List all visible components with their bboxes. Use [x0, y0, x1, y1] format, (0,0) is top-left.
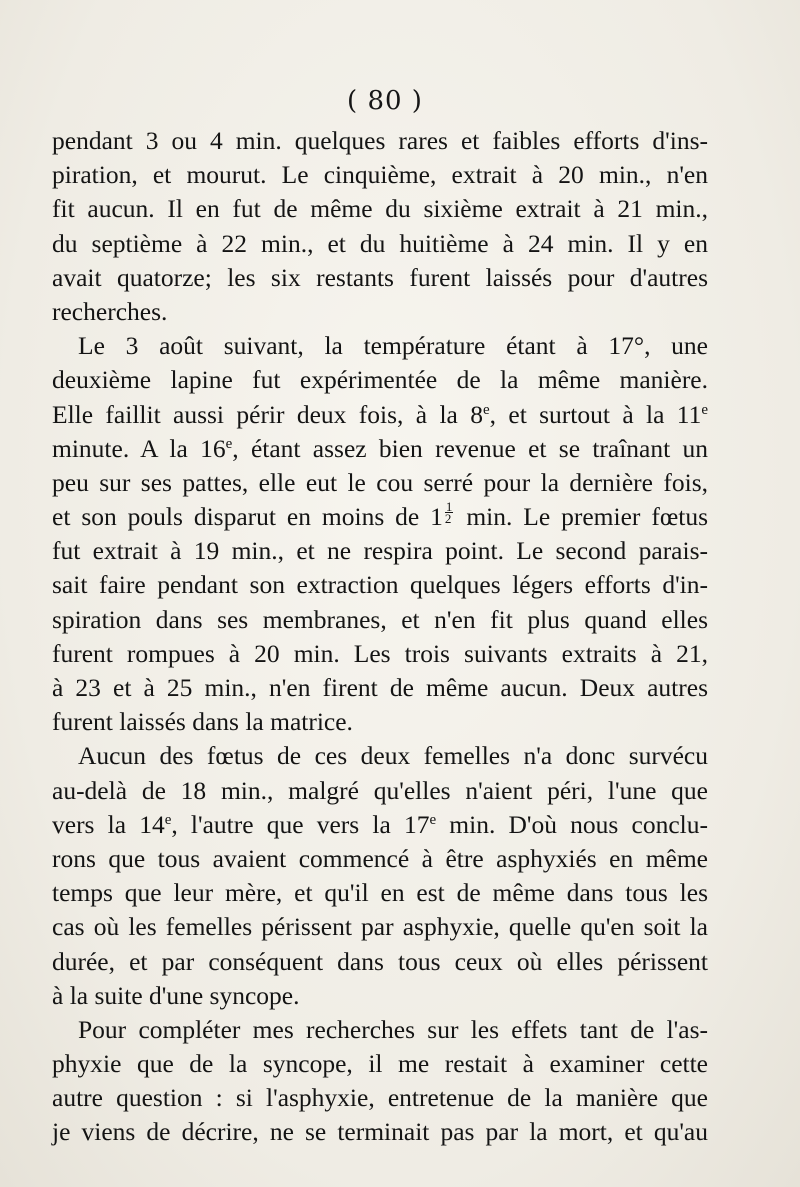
text-line: du septième à 22 min., et du huitième à 24 min. Il y en — [52, 228, 708, 258]
text-line — [52, 808, 708, 842]
page-number: ( 80 ) — [347, 86, 423, 116]
text-line: fit aucun. Il en fut de même du sixième extrait à 21 min., — [52, 194, 708, 224]
fraction-denominator: 2 — [444, 511, 452, 527]
text-line: phyxie que de la syncope, il me restait à examiner cette — [52, 1049, 708, 1079]
text-line: peu sur ses pattes, elle eut le cou serré pour la dernière fois, — [52, 467, 708, 497]
superscript: e — [482, 401, 490, 418]
text-segment: , et surtout à la 11 — [489, 399, 702, 429]
text-line: fut extrait à 19 min., et ne respira point. Le second parais- — [52, 536, 708, 566]
text-line: rons que tous avaient commencé à être asphyxiés en même — [52, 843, 708, 873]
text-line: pendant 3 ou 4 min. quelques rares et faibles efforts d'ins- — [52, 126, 708, 155]
text-line: Pour compléter mes recherches sur les effets tant de l'as- — [78, 1014, 708, 1044]
text-segment: min. Le premier fœtus — [455, 502, 708, 532]
text-segment: min. D'où nous conclu- — [436, 809, 708, 839]
body-text — [52, 124, 708, 1150]
text-line: cas où les femelles périssent par asphyxie, quelle qu'en soit la — [52, 912, 708, 942]
fraction — [444, 499, 454, 527]
superscript: e — [225, 435, 233, 452]
text-line — [52, 398, 708, 432]
text-line: temps que leur mère, et qu'il en est de même dans tous les — [52, 878, 708, 908]
text-line: à la suite d'une syncope. — [52, 980, 300, 1010]
text-line: au-delà de 18 min., malgré qu'elles n'aient péri, l'une que — [52, 775, 708, 805]
text-segment: , étant assez bien revenue et se traînant un — [232, 433, 708, 463]
fraction-numerator: 1 — [445, 499, 453, 515]
text-line — [52, 432, 708, 466]
superscript: e — [701, 401, 708, 418]
text-line: autre question : si l'asphyxie, entretenue de la manière que — [52, 1083, 708, 1113]
superscript: e — [164, 811, 172, 828]
text-line: piration, et mourut. Le cinquième, extrait à 20 min., n'en — [52, 160, 708, 190]
text-line: furent laissés dans la matrice. — [52, 707, 353, 737]
text-segment: vers la 14 — [52, 809, 165, 839]
text-line: durée, et par conséquent dans tous ceux où elles périssent — [52, 946, 708, 976]
text-line: Aucun des fœtus de ces deux femelles n'a donc survécu — [78, 741, 708, 771]
text-line — [52, 500, 708, 534]
text-line: je viens de décrire, ne se terminait pas par la mort, et qu'au — [52, 1117, 708, 1147]
text-line: sait faire pendant son extraction quelques légers efforts d'in- — [52, 570, 708, 600]
text-line: Le 3 août suivant, la température étant à 17°, une — [78, 331, 708, 361]
text-segment: , l'autre que vers la 17 — [171, 809, 430, 839]
text-segment: Elle faillit aussi périr deux fois, à la 8 — [52, 399, 483, 429]
text-line: avait quatorze; les six restants furent laissés pour d'autres — [52, 262, 708, 292]
text-line: à 23 et à 25 min., n'en firent de même aucun. Deux autres — [52, 673, 708, 702]
text-line: deuxième lapine fut expérimentée de la même manière. — [52, 365, 708, 395]
text-line: recherches. — [52, 296, 168, 326]
text-segment: minute. A la 16 — [52, 433, 226, 463]
text-line: spiration dans ses membranes, et n'en fit plus quand elles — [52, 604, 708, 634]
text-line: furent rompues à 20 min. Les trois suivants extraits à 21, — [52, 638, 708, 668]
superscript: e — [429, 811, 437, 828]
text-segment: et son pouls disparut en moins de 1 — [52, 502, 443, 532]
